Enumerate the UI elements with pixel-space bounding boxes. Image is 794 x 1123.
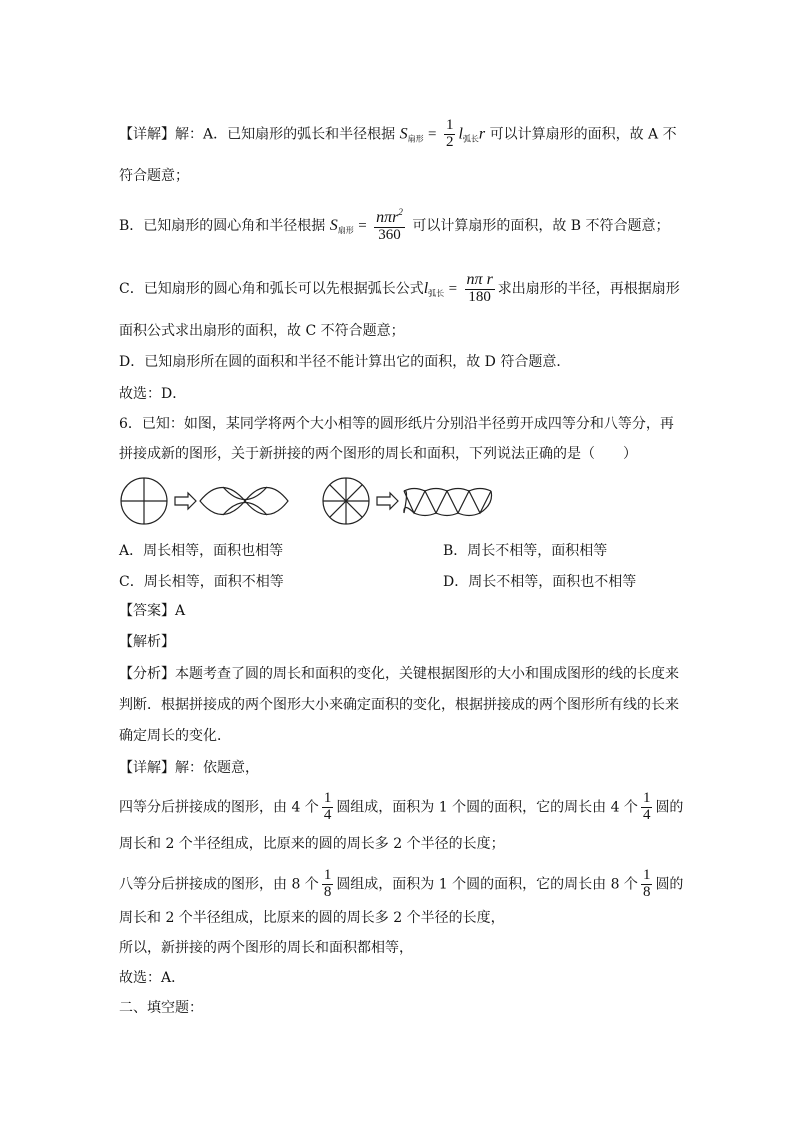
c-frac-num: nπ r [466,271,493,288]
frac4b-den: 4 [642,806,651,823]
analysis-line2: 判断．根据拼接成的两个图形大小来确定面积的变化，根据拼接成的两个图形所有线的长来 [119,697,679,713]
frac-num: 1 [445,117,454,133]
b-text-a: B．已知扇形的圆心角和半径根据 [119,217,326,234]
formula-s: S [399,125,408,143]
detail2-line7: 故选：A． [119,970,186,986]
formula-r: r [478,125,486,143]
b-text-b: 可以计算扇形的面积，故 B 不符合题意； [412,217,670,234]
detail2-l4b: 圆组成，面积为 1 个圆的面积，它的周长由 8 个 [336,876,638,893]
detail2-l2b: 圆组成，面积为 1 个圆的面积，它的周长由 4 个 [336,799,638,816]
analysis-line3: 确定周长的变化． [119,728,231,744]
detail2-line2 [119,791,683,824]
frac8-num: 1 [323,867,332,883]
detail2-line5: 周长和 2 个半径组成，比原来的圆的周长多 2 个半径的长度， [119,910,505,926]
arrow-icon [175,493,196,509]
option-b: B．周长不相等，面积相等 [443,543,608,559]
b-frac-den: 360 [378,226,401,243]
c-frac-den: 180 [468,288,491,305]
detail-tag: 【详解】 [119,126,175,143]
detail-line-a-cont: 符合题意； [119,168,189,184]
frac8b-num: 1 [642,867,651,883]
option-d: D．周长不相等，面积也不相等 [443,574,637,590]
detail2-line4 [119,868,683,901]
b-equals-sign: = [358,217,367,234]
question-6-line2: 拼接成新的图形，关于新拼接的两个图形的周长和面积，下列说法正确的是（ ） [119,446,637,462]
analysis-line1: 【分析】本题考查了圆的周长和面积的变化，关键根据图形的大小和围成图形的线的长度来 [119,666,679,682]
c-formula-l-sub: 弧长 [428,288,445,298]
frac4b-num: 1 [642,790,651,806]
four-part-shape [200,488,288,515]
detail2-line3: 周长和 2 个半径组成，比原来的圆的周长多 2 个半径的长度； [119,836,505,852]
b-frac-sup: 2 [398,207,403,217]
formula-l-sub: 弧长 [462,134,479,144]
b-formula-s: S [329,216,338,234]
detail2-l4c: 圆的 [655,876,684,893]
option-c: C．周长相等，面积不相等 [119,574,284,590]
detail-text-a: 解：A．已知扇形的弧长和半径根据 [175,126,396,143]
answer: 【答案】A [119,603,186,619]
detail2-l2c: 圆的 [655,799,684,816]
c-text-a: C．已知扇形的圆心角和弧长可以先根据弧长公式 [119,280,424,297]
option-c-explain-cont: 面积公式求出扇形的面积，故 C 不符合题意； [119,323,405,339]
detail-text-b: 可以计算扇形的面积，故 A 不 [489,126,677,143]
analysis-title: 【解析】 [119,634,175,650]
arrow-icon-2 [377,493,398,509]
detail2-l2a: 四等分后拼接成的图形，由 4 个 [119,799,319,816]
frac4-num: 1 [323,790,332,806]
c-formula-l: l [423,279,429,297]
b-frac-num-text: nπr [376,209,399,226]
question-6-line1: 6．已知：如图，某同学将两个大小相等的圆形纸片分别沿半径剪开成四等分和八等分，再 [119,416,674,432]
fraction-eighth [322,868,334,901]
b-formula-s-sub: 扇形 [337,225,354,235]
eight-part-shape [404,491,491,513]
frac-den: 2 [445,133,454,150]
fraction-quarter [322,791,334,824]
detail2-l4a: 八等分后拼接成的图形，由 8 个 [119,876,319,893]
frac4-den: 4 [323,806,332,823]
c-text-b: 求出扇形的半径，再根据扇形 [497,280,680,297]
equals-sign: = [428,126,437,143]
option-a: A．周长相等，面积也相等 [119,543,284,559]
section-2-heading: 二、填空题： [119,1000,203,1016]
formula-s-sub: 扇形 [407,134,424,144]
fraction-eighth-2 [641,868,653,901]
conclusion-1: 故选：D． [119,386,187,402]
detail2-line6: 所以，新拼接的两个图形的周长和面积都相等， [119,940,413,956]
frac8b-den: 8 [642,883,651,900]
c-equals-sign: = [448,280,458,297]
option-d-explain: D．已知扇形所在圆的面积和半径不能计算出它的面积，故 D 符合题意． [119,354,571,370]
frac8-den: 8 [323,883,332,900]
detail2-line1: 【详解】解：依题意， [119,760,259,776]
fraction-quarter-2 [641,791,653,824]
formula-l: l [458,125,463,143]
